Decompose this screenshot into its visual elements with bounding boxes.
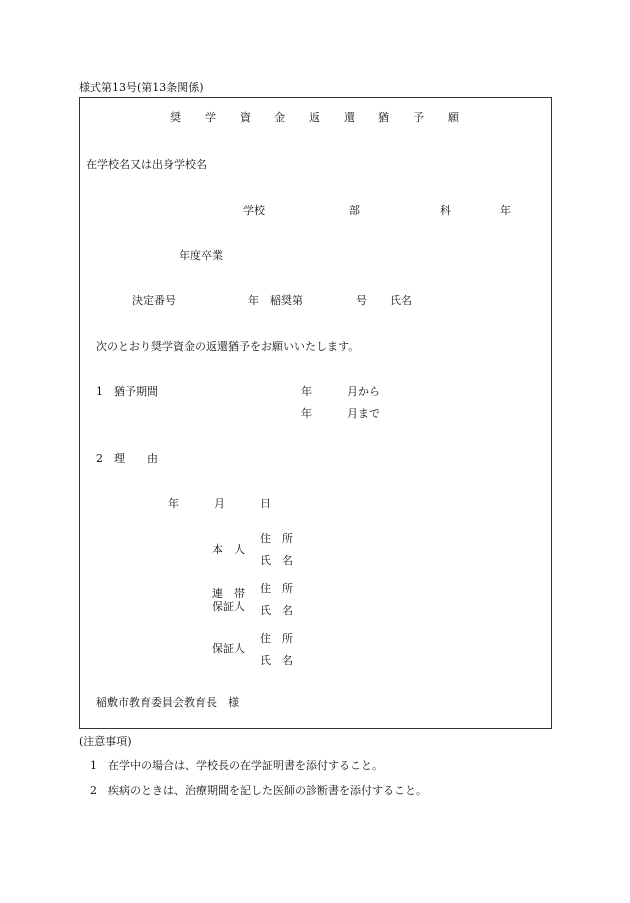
school-name-label: 在学校名又は出身学校名 <box>86 158 207 171</box>
decision-year-suffix: 年 <box>248 294 259 307</box>
scholarship-number-prefix: 稲奨第 <box>270 294 303 307</box>
addressee: 稲敷市教育委員会教育長 様 <box>96 696 239 709</box>
note-item: 1 在学中の場合は、学校長の在学証明書を添付すること。 <box>90 759 383 772</box>
date-day: 日 <box>260 497 271 510</box>
deferral-period-label: 1 猶予期間 <box>96 385 158 398</box>
self-address-label: 住 所 <box>260 532 293 545</box>
deferral-to-year: 年 <box>301 407 312 420</box>
guarantor-address-label: 住 所 <box>260 632 293 645</box>
course-suffix: 科 <box>440 204 451 217</box>
graduation-label: 年度卒業 <box>179 249 223 262</box>
title-char: 願 <box>448 111 459 124</box>
joint-guarantor-label-1: 連 帯 <box>212 587 245 600</box>
title-char: 資 <box>240 111 251 124</box>
decision-number-label: 決定番号 <box>132 294 176 307</box>
deferral-from-year: 年 <box>301 385 312 398</box>
guarantor-name-label: 氏 名 <box>260 654 293 667</box>
scholarship-number-suffix: 号 <box>356 294 367 307</box>
title-char: 予 <box>413 111 424 124</box>
self-label: 本 人 <box>212 543 245 556</box>
form-frame <box>79 97 552 729</box>
date-year: 年 <box>168 497 179 510</box>
joint-address-label: 住 所 <box>260 582 293 595</box>
applicant-name-label: 氏名 <box>390 294 412 307</box>
note-item: 2 疾病のときは、治療期間を記した医師の診断書を添付すること。 <box>90 784 427 797</box>
joint-name-label: 氏 名 <box>260 604 293 617</box>
reason-label: 2 理 由 <box>96 452 158 465</box>
school-year-suffix: 年 <box>500 204 511 217</box>
title-char: 学 <box>205 111 216 124</box>
deferral-to-month: 月まで <box>347 407 380 420</box>
school-suffix: 学校 <box>243 204 265 217</box>
self-name-label: 氏 名 <box>260 554 293 567</box>
form-number: 様式第13号(第13条関係) <box>79 81 204 94</box>
date-month: 月 <box>214 497 225 510</box>
guarantor-label: 保証人 <box>212 642 245 655</box>
title-char: 猶 <box>378 111 389 124</box>
notes-heading: (注意事項) <box>79 735 132 748</box>
title-char: 返 <box>309 111 320 124</box>
title-char: 奨 <box>170 111 181 124</box>
deferral-from-month: 月から <box>347 385 380 398</box>
title-char: 金 <box>274 111 285 124</box>
title-char: 還 <box>344 111 355 124</box>
joint-guarantor-label-2: 保証人 <box>212 600 245 613</box>
request-text: 次のとおり奨学資金の返還猶予をお願いいたします。 <box>96 340 360 353</box>
department-suffix: 部 <box>349 204 360 217</box>
